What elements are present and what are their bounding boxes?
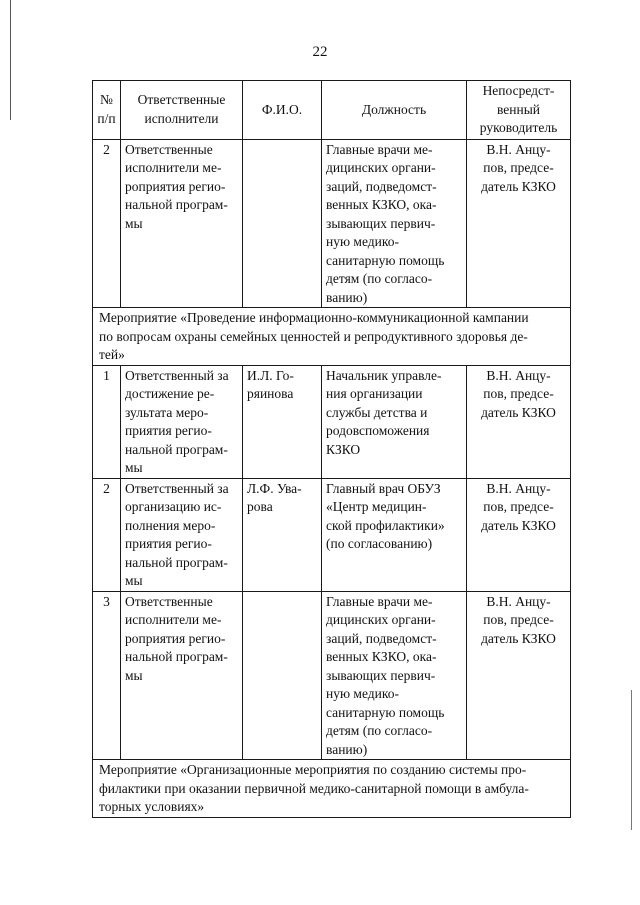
- text-line: (по согласованию): [326, 536, 433, 551]
- text-line: Должность: [361, 101, 427, 117]
- text-line: №: [100, 92, 113, 108]
- text-line: дицинских органи-: [326, 612, 436, 627]
- text-line: приятия регио-: [125, 423, 212, 438]
- position-cell: [322, 478, 467, 591]
- text-line: службы детства и: [326, 404, 428, 420]
- text-line: руководитель: [479, 120, 558, 135]
- text-line: п/п: [97, 110, 116, 126]
- text-line: филактики при оказании первичной медико-санитарной помощи в амбула-: [99, 780, 529, 796]
- text-line: тей»: [99, 347, 125, 362]
- text-line: датель КЗКО: [481, 517, 556, 533]
- text-line: приятия регио-: [125, 536, 212, 551]
- text-line: Ответственные: [125, 593, 213, 609]
- text-line: Ответственные: [125, 141, 213, 157]
- text-line: Мероприятие «Организационные мероприятия по созданию системы про-: [99, 762, 527, 777]
- text-line: нальной програм-: [125, 197, 228, 212]
- header-position: [322, 81, 467, 140]
- responsible-cell: [121, 365, 243, 478]
- event-title: [93, 760, 571, 818]
- text-line: детям (по согласо-: [326, 723, 433, 738]
- text-line: мы: [125, 573, 143, 588]
- text-line: венный: [496, 101, 541, 117]
- text-line: исполнители ме-: [125, 160, 222, 175]
- responsible-cell: [121, 478, 243, 591]
- text-line: Ф.И.О.: [261, 101, 303, 117]
- row-num-cell: 2: [93, 139, 121, 308]
- text-line: ную медико-: [326, 234, 400, 249]
- text-line: Главный врач ОБУЗ: [326, 480, 441, 496]
- text-line: Начальник управле-: [326, 367, 442, 383]
- fio-cell: [243, 591, 322, 760]
- header-supervisor: [467, 81, 571, 140]
- text-line: исполнители: [144, 110, 219, 126]
- text-line: роприятия регио-: [125, 178, 226, 194]
- text-line: достижение ре-: [125, 386, 215, 401]
- text-line: датель КЗКО: [481, 178, 556, 194]
- position-cell: [322, 139, 467, 308]
- table-row: [93, 478, 571, 591]
- text-line: Непосредст-: [482, 83, 555, 98]
- text-line: В.Н. Анцу-: [486, 593, 551, 609]
- fio-cell: [243, 365, 322, 478]
- text-line: торных условиях»: [99, 799, 205, 814]
- position-cell: [322, 591, 467, 760]
- supervisor-cell: [467, 139, 571, 308]
- text-line: мы: [125, 460, 143, 475]
- table-body: [93, 139, 571, 817]
- text-line: КЗКО: [326, 441, 361, 457]
- text-line: И.Л. Го-: [247, 367, 294, 383]
- supervisor-cell: [467, 591, 571, 760]
- text-line: ния организации: [326, 386, 423, 401]
- text-line: по вопросам охраны семейных ценностей и репродуктивного здоровья де-: [99, 328, 528, 344]
- text-line: полнения меро-: [125, 517, 216, 533]
- executors-table: [92, 80, 571, 818]
- text-line: зывающих первич-: [326, 667, 436, 683]
- text-line: исполнители ме-: [125, 612, 222, 627]
- text-line: родовспоможения: [326, 423, 430, 438]
- header-responsible: [121, 81, 243, 140]
- position-cell: [322, 365, 467, 478]
- text-line: Главные врачи ме-: [326, 141, 433, 157]
- event-title: [93, 308, 571, 366]
- text-line: В.Н. Анцу-: [486, 367, 551, 383]
- responsible-cell: [121, 139, 243, 308]
- text-line: Ответственный за: [125, 367, 229, 383]
- text-line: ванию): [326, 289, 368, 305]
- text-line: В.Н. Анцу-: [486, 141, 551, 157]
- fio-cell: [243, 139, 322, 308]
- text-line: «Центр медицин-: [326, 499, 427, 514]
- table-row: [93, 139, 571, 308]
- text-line: нальной програм-: [125, 554, 228, 570]
- text-line: нальной програм-: [125, 441, 228, 457]
- page-number: 22: [312, 44, 328, 60]
- table-row: [93, 591, 571, 760]
- table-header-row: [93, 81, 571, 140]
- text-line: зывающих первич-: [326, 215, 436, 231]
- text-line: санитарную помощь: [326, 252, 445, 268]
- event-row: [93, 760, 571, 818]
- table-row: [93, 365, 571, 478]
- text-line: детям (по согласо-: [326, 271, 433, 286]
- text-line: пов, предсе-: [483, 386, 554, 401]
- text-line: пов, предсе-: [483, 499, 554, 514]
- text-line: датель КЗКО: [481, 630, 556, 646]
- text-line: венных КЗКО, ока-: [326, 649, 437, 664]
- header-fio: [243, 81, 322, 140]
- text-line: ряинова: [247, 386, 294, 401]
- scan-edge-mark: [631, 690, 632, 830]
- text-line: дицинских органи-: [326, 160, 436, 175]
- row-num-cell: 2: [93, 478, 121, 591]
- fio-cell: [243, 478, 322, 591]
- text-line: Ответственные: [137, 92, 226, 108]
- text-line: Мероприятие «Проведение информационно-коммуникационной кампании: [99, 310, 529, 325]
- text-line: мы: [125, 667, 143, 683]
- text-line: организацию ис-: [125, 499, 222, 514]
- text-line: заций, подведомст-: [326, 630, 437, 646]
- text-line: ную медико-: [326, 686, 400, 701]
- text-line: Главные врачи ме-: [326, 593, 433, 609]
- text-line: санитарную помощь: [326, 704, 445, 720]
- event-row: [93, 308, 571, 366]
- row-num-cell: 1: [93, 365, 121, 478]
- text-line: пов, предсе-: [483, 612, 554, 627]
- text-line: рова: [247, 499, 273, 514]
- text-line: пов, предсе-: [483, 160, 554, 175]
- responsible-cell: [121, 591, 243, 760]
- text-line: ской профилактики»: [326, 517, 445, 533]
- text-line: мы: [125, 215, 143, 231]
- text-line: нальной програм-: [125, 649, 228, 664]
- supervisor-cell: [467, 365, 571, 478]
- row-num-cell: 3: [93, 591, 121, 760]
- text-line: Л.Ф. Ува-: [247, 480, 302, 496]
- text-line: венных КЗКО, ока-: [326, 197, 437, 212]
- supervisor-cell: [467, 478, 571, 591]
- text-line: ванию): [326, 741, 368, 757]
- text-line: роприятия регио-: [125, 630, 226, 646]
- text-line: датель КЗКО: [481, 404, 556, 420]
- text-line: зультата меро-: [125, 404, 209, 420]
- text-line: заций, подведомст-: [326, 178, 437, 194]
- text-line: В.Н. Анцу-: [486, 480, 551, 496]
- header-num: [93, 81, 121, 140]
- text-line: Ответственный за: [125, 480, 229, 496]
